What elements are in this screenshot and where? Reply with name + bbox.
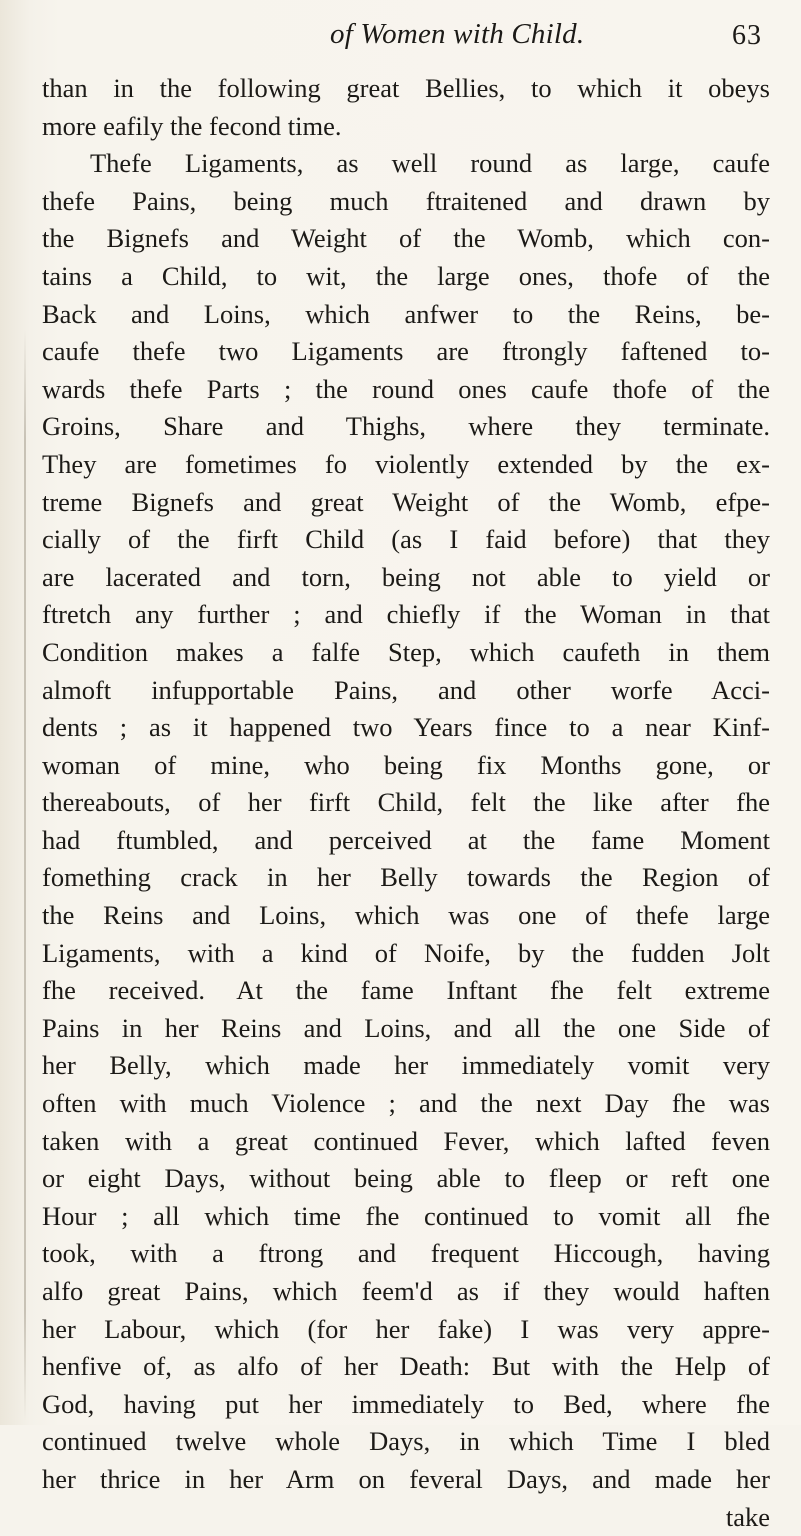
text-line: often with much Violence ; and the next Day fhe was — [42, 1088, 770, 1119]
text-line: taken with a great continued Fever, which lafted feven — [42, 1125, 770, 1156]
text-line: Ligaments, with a kind of Noife, by the fudden Jolt — [42, 937, 770, 968]
text-line: took, with a ftrong and frequent Hiccough, having — [42, 1238, 770, 1269]
text-line: woman of mine, who being fix Months gone, or — [42, 749, 770, 780]
running-title: of Women with Child. — [330, 18, 585, 50]
text-line: Pains in her Reins and Loins, and all the one Side of — [42, 1012, 770, 1043]
text-line: ftretch any further ; and chiefly if the Woman in that — [42, 599, 770, 630]
text-line: They are fometimes fo violently extended by the ex- — [42, 448, 770, 479]
text-line: her Belly, which made her immediately vomit very — [42, 1050, 770, 1081]
text-line: fomething crack in her Belly towards the Region of — [42, 862, 770, 893]
text-line: tains a Child, to wit, the large ones, thofe of the — [42, 260, 770, 291]
text-line: thefe Pains, being much ftraitened and drawn by — [42, 185, 770, 216]
text-line: alfo great Pains, which feem'd as if they would haften — [42, 1276, 770, 1306]
text-line: Back and Loins, which anfwer to the Reins, be- — [42, 298, 770, 329]
text-line: wards thefe Parts ; the round ones caufe thofe of the — [42, 373, 770, 404]
body-text — [42, 70, 770, 1536]
text-line: more eafily the fecond time. — [42, 110, 342, 141]
text-line: caufe thefe two Ligaments are ftrongly faftened to- — [42, 336, 770, 367]
text-line: had ftumbled, and perceived at the fame Moment — [42, 824, 770, 855]
text-line: the Reins and Loins, which was one of thefe large — [42, 900, 770, 931]
text-line: the Bignefs and Weight of the Womb, which con- — [42, 223, 770, 254]
text-line: thereabouts, of her firft Child, felt the like after fhe — [42, 787, 770, 818]
catchword: take — [725, 1501, 770, 1532]
text-line: than in the following great Bellies, to which it obeys — [42, 73, 770, 103]
text-line: are lacerated and torn, being not able to yield or — [42, 561, 770, 592]
gutter-shadow — [24, 330, 26, 1420]
text-line: God, having put her immediately to Bed, where fhe — [42, 1388, 770, 1419]
text-line: treme Bignefs and great Weight of the Womb, efpe- — [42, 486, 770, 517]
text-line: Groins, Share and Thighs, where they terminate. — [42, 411, 770, 442]
text-line: her Labour, which (for her fake) I was very appre- — [42, 1313, 770, 1344]
text-line: fhe received. At the fame Inftant fhe felt extreme — [42, 975, 770, 1006]
text-line: Hour ; all which time fhe continued to vomit all fhe — [42, 1200, 770, 1231]
text-line: Thefe Ligaments, as well round as large, caufe — [90, 148, 770, 179]
page-header — [0, 10, 801, 60]
page-number: 63 — [732, 20, 762, 51]
text-line: Condition makes a falfe Step, which caufeth in them — [42, 636, 770, 667]
text-line: her thrice in her Arm on feveral Days, and made her — [42, 1463, 770, 1494]
text-line: cially of the firft Child (as I faid before) that they — [42, 524, 770, 555]
text-line: continued twelve whole Days, in which Time I bled — [42, 1426, 770, 1457]
text-line: henfive of, as alfo of her Death: But with the Help of — [42, 1351, 770, 1382]
text-line: dents ; as it happened two Years fince to a near Kinf- — [42, 712, 770, 743]
text-line: or eight Days, without being able to fleep or reft one — [42, 1163, 770, 1194]
text-line: almoft infupportable Pains, and other worfe Acci- — [42, 674, 770, 705]
